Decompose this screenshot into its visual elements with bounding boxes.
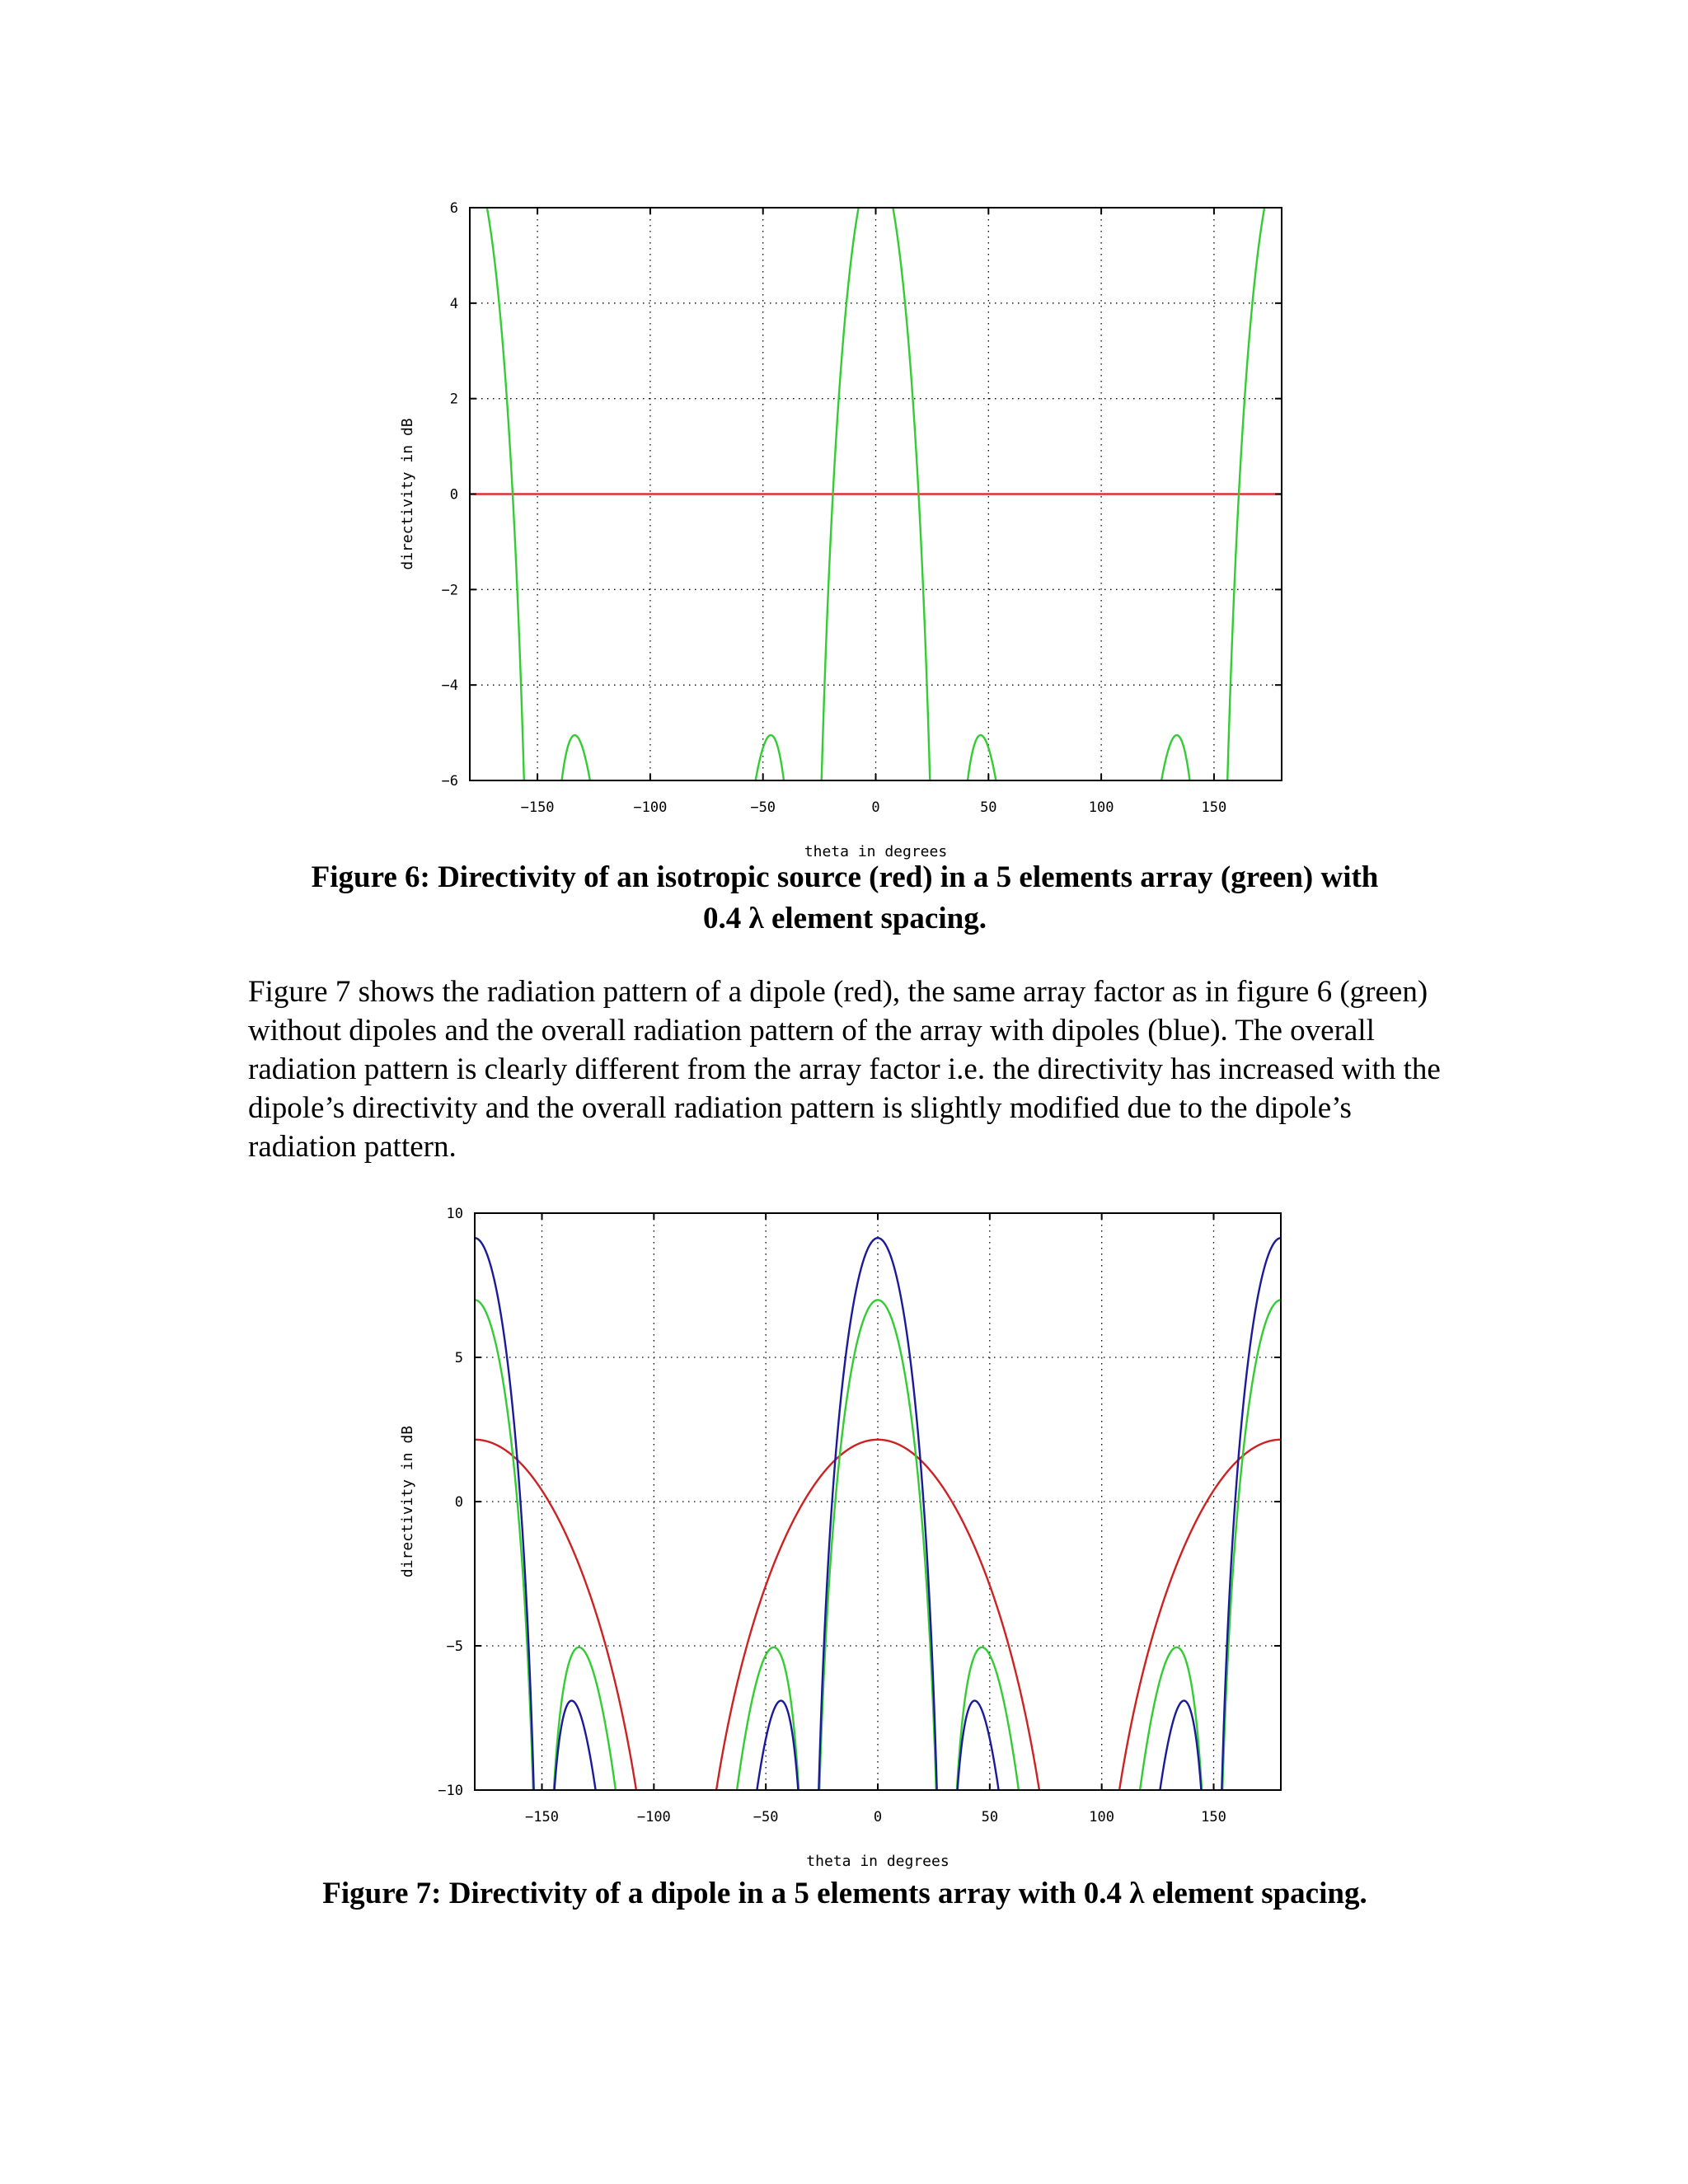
y-tick-label: 0 (449, 486, 458, 504)
x-tick-label: 100 (1088, 799, 1114, 816)
y-tick-label: 4 (449, 295, 458, 312)
y-tick-label: 10 (446, 1206, 463, 1222)
x-tick-label: 0 (873, 1809, 883, 1825)
x-tick-label: 150 (1201, 799, 1227, 816)
x-axis-label: theta in degrees (806, 1853, 950, 1870)
y-tick-label: −5 (446, 1638, 463, 1655)
body-paragraph: Figure 7 shows the radiation pattern of a dipole (red), the same array factor as in figure 6 (green) without dipoles and the overall radiation pattern of the array with dipoles (blue). The overall radiation pattern is clearly different from the array factor i.e. the directivity has increased with the dipole’s directivity and the overall radiation pattern is slightly modified due to the dipole’s radiation pattern. (248, 975, 1441, 1164)
y-tick-label: 5 (454, 1350, 463, 1366)
figure-6-caption-line-2: 0.4 λ element spacing. (703, 902, 987, 935)
y-tick-label: −10 (438, 1783, 463, 1799)
figure-6-caption-line-1: Figure 6: Directivity of an isotropic source (red) in a 5 elements array (green) with (311, 860, 1379, 894)
y-tick-label: 0 (454, 1494, 463, 1511)
x-tick-label: −100 (633, 799, 668, 816)
series-5-elements-array-factor (470, 190, 1282, 865)
x-tick-label: 50 (981, 1809, 999, 1825)
series-array-factor (475, 1300, 1281, 1848)
figure-7-caption: Figure 7: Directivity of a dipole in a 5 elements array with 0.4 λ element spacing. (322, 1877, 1367, 1910)
figure-6-chart (379, 190, 1302, 865)
y-tick-label: 6 (449, 200, 458, 217)
x-axis-label: theta in degrees (804, 843, 948, 860)
y-axis-label: directivity in dB (399, 418, 416, 570)
y-tick-label: −6 (441, 773, 458, 790)
x-tick-label: −150 (525, 1809, 559, 1825)
y-tick-label: −4 (441, 677, 458, 695)
figure-7-chart (379, 1195, 1302, 1879)
y-axis-label: directivity in dB (399, 1425, 416, 1578)
x-tick-label: −150 (520, 799, 555, 816)
y-tick-label: 2 (449, 391, 458, 408)
x-tick-label: −100 (636, 1809, 671, 1825)
x-tick-label: −50 (750, 799, 776, 816)
x-tick-label: −50 (753, 1809, 779, 1825)
x-tick-label: 0 (871, 799, 880, 816)
x-tick-label: 50 (980, 799, 997, 816)
figure-6-caption (247, 857, 1442, 940)
x-tick-label: 100 (1089, 1809, 1115, 1825)
x-tick-label: 150 (1201, 1809, 1226, 1825)
y-tick-label: −2 (441, 582, 458, 599)
